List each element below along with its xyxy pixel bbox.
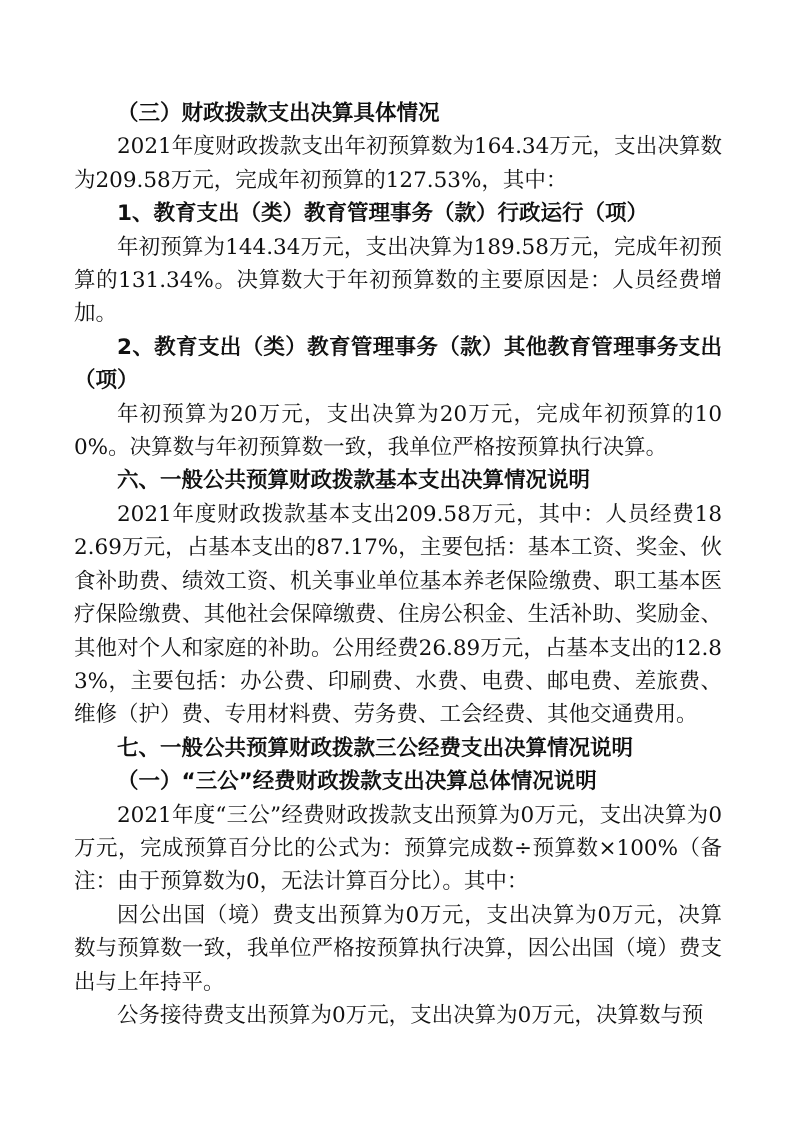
section-heading: （一）“三公”经费财政拨款支出决算总体情况说明 bbox=[117, 769, 597, 795]
body-paragraph: 年初预算为20万元，支出决算为20万元，完成年初预算的100%。决算数与年初预算数一致，我单位严格按预算执行决算。 bbox=[74, 401, 722, 461]
section-heading: 2、教育支出（类）教育管理事务（款）其他教育管理事务支出（项） bbox=[74, 334, 722, 394]
body-paragraph: 因公出国（境）费支出预算为0万元，支出决算为0万元，决算数与预算数一致，我单位严格按预算执行决算，因公出国（境）费支出与上年持平。 bbox=[74, 902, 722, 995]
body-paragraph: 公务接待费支出预算为0万元，支出决算为0万元，决算数与预 bbox=[117, 1002, 704, 1028]
body-paragraph: 2021年度财政拨款基本支出209.58万元，其中：人员经费182.69万元，占基本支出的87.17%，主要包括：基本工资、奖金、伙食补助费、绩效工资、机关事业单位基本养老保险缴费、职工基本医疗保险缴费、其他社会保障缴费、住房公积金、生活补助、奖励金、其他对个人和家庭的补助。公用经费26.89万元，占基本支出的12.83%，主要包括：办公费、印刷费、水费、电费、邮电费、差旅费、维修（护）费、专用材料费、劳务费、工会经费、其他交通费用。 bbox=[74, 501, 722, 728]
body-paragraph: 2021年度财政拨款支出年初预算数为164.34万元，支出决算数为209.58万元，完成年初预算的127.53%，其中： bbox=[74, 134, 722, 193]
section-heading: 1、教育支出（类）教育管理事务（款）行政运行（项） bbox=[117, 201, 648, 227]
body-paragraph: 2021年度“三公”经费财政拨款支出预算为0万元，支出决算为0万元，完成预算百分比的公式为：预算完成数÷预算数×100%（备注：由于预算数为0，无法计算百分比）。其中： bbox=[74, 802, 722, 895]
section-heading: 六、一般公共预算财政拨款基本支出决算情况说明 bbox=[117, 468, 591, 494]
section-heading: 七、一般公共预算财政拨款三公经费支出决算情况说明 bbox=[117, 735, 634, 761]
body-paragraph: 年初预算为144.34万元，支出决算为189.58万元，完成年初预算的131.34%。决算数大于年初预算数的主要原因是：人员经费增加。 bbox=[74, 234, 722, 327]
section-heading: （三）财政拨款支出决算具体情况 bbox=[117, 101, 440, 126]
document-page bbox=[74, 97, 722, 1032]
